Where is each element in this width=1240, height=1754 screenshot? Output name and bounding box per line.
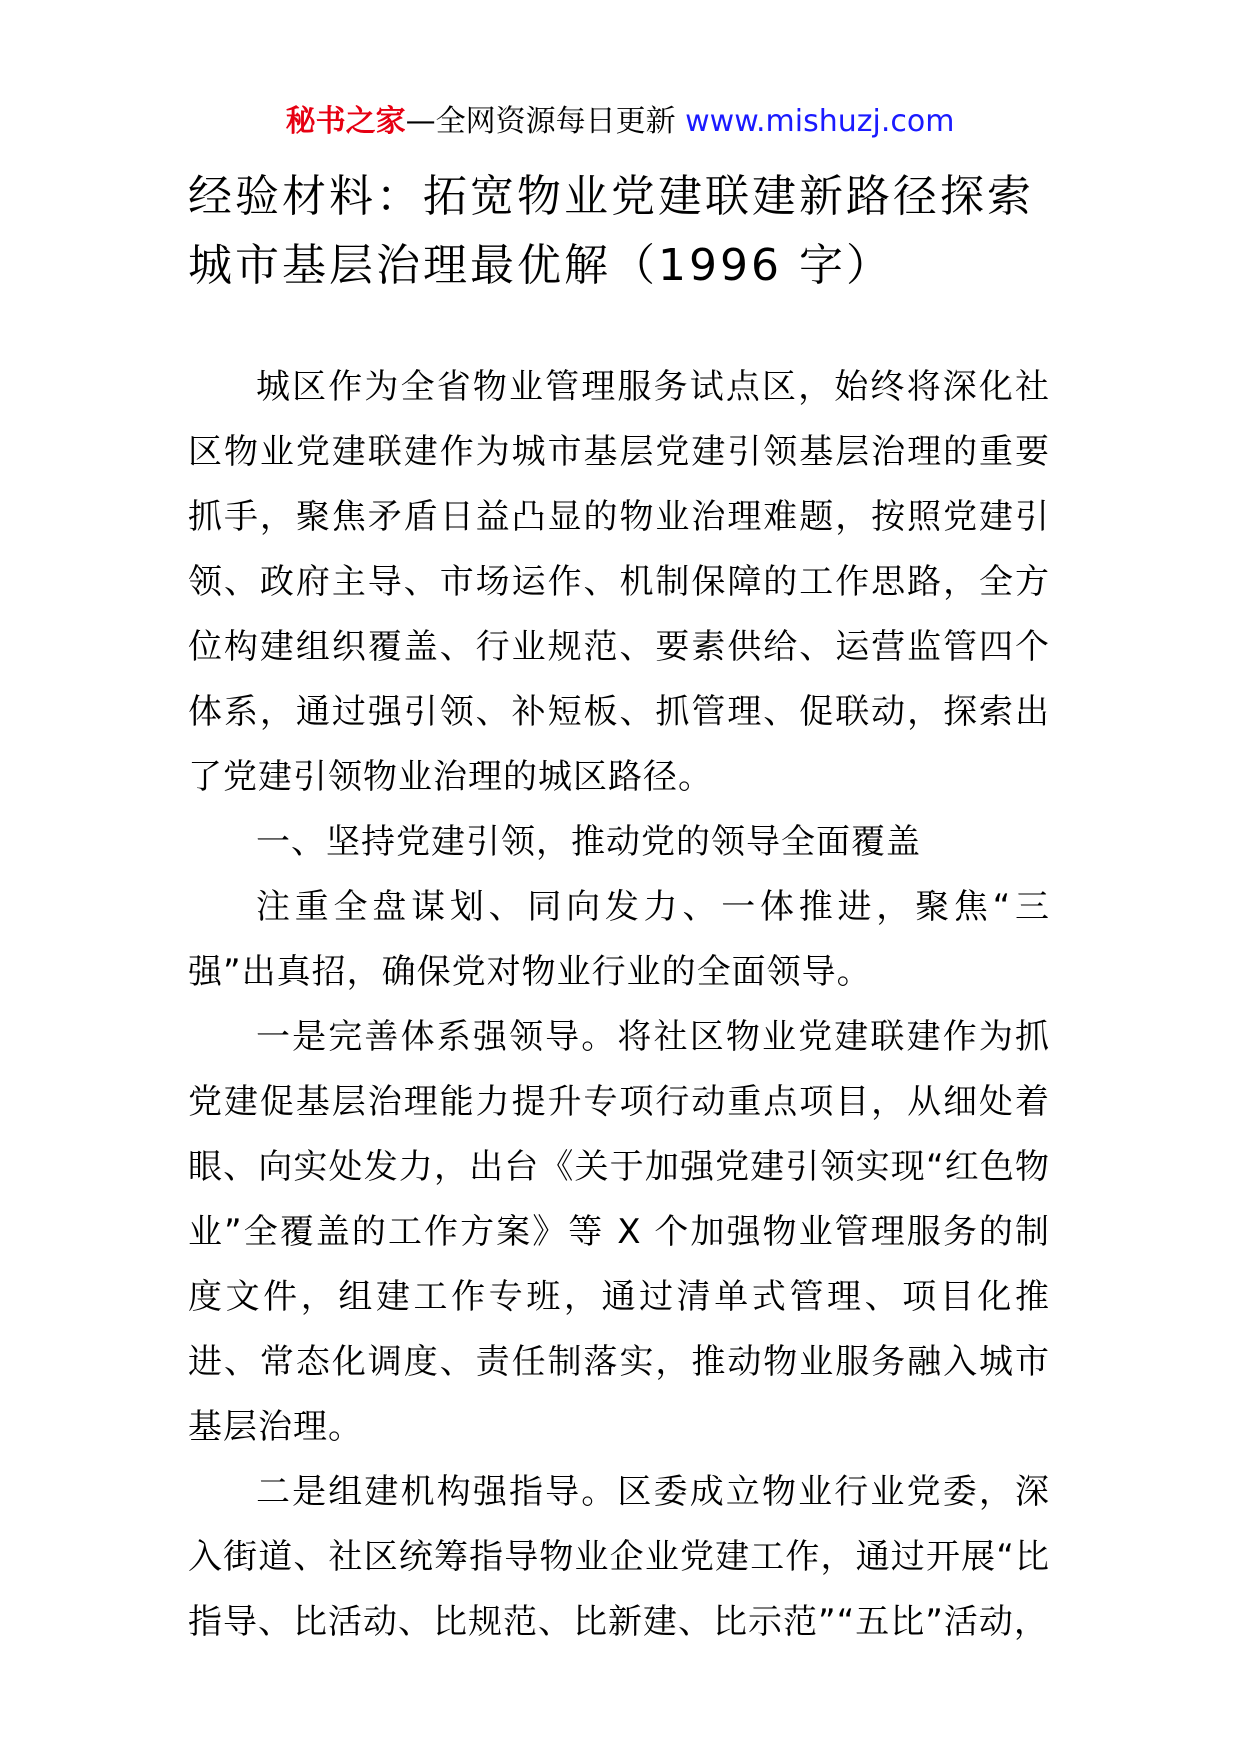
site-header — [0, 100, 1240, 144]
document-body — [188, 355, 1050, 1655]
intro-paragraph: 城区作为全省物业管理服务试点区，始终将深化社区物业党建联建作为城市基层党建引领基层治理的重要抓手，聚焦矛盾日益凸显的物业治理难题，按照党建引领、政府主导、市场运作、机制保障的工作思路，全方位构建组织覆盖、行业规范、要素供给、运营监管四个体系，通过强引领、补短板、抓管理、促联动，探索出了党建引领物业治理的城区路径。 — [188, 367, 1050, 797]
document-title — [188, 162, 1068, 300]
section-1-lead-paragraph: 注重全盘谋划、同向发力、一体推进，聚焦“三强”出真招，确保党对物业行业的全面领导。 — [188, 887, 1050, 992]
header-tagline: —全网资源每日更新 — [405, 104, 686, 139]
brand-name: 秘书之家 — [285, 104, 406, 139]
section-heading-1: 一、坚持党建引领，推动党的领导全面覆盖 — [256, 822, 921, 862]
title-line-1: 经验材料：拓宽物业党建联建新路径探索 — [188, 171, 1034, 222]
point-2-paragraph: 二是组建机构强指导。区委成立物业行业党委，深入街道、社区统筹指导物业企业党建工作，通过开展“比指导、比活动、比规范、比新建、比示范”“五比”活动， — [188, 1472, 1050, 1642]
title-line-2: 城市基层治理最优解（1996 字） — [188, 240, 893, 291]
site-url-link[interactable]: www.mishuzj.com — [685, 104, 955, 139]
point-1-paragraph: 一是完善体系强领导。将社区物业党建联建作为抓党建促基层治理能力提升专项行动重点项目，从细处着眼、向实处发力，出台《关于加强党建引领实现“红色物业”全覆盖的工作方案》等 X 个加强物业管理服务的制度文件，组建工作专班，通过清单式管理、项目化推进、常态化调度、责任制落实，推动物业服务融入城市基层治理。 — [188, 1017, 1050, 1447]
